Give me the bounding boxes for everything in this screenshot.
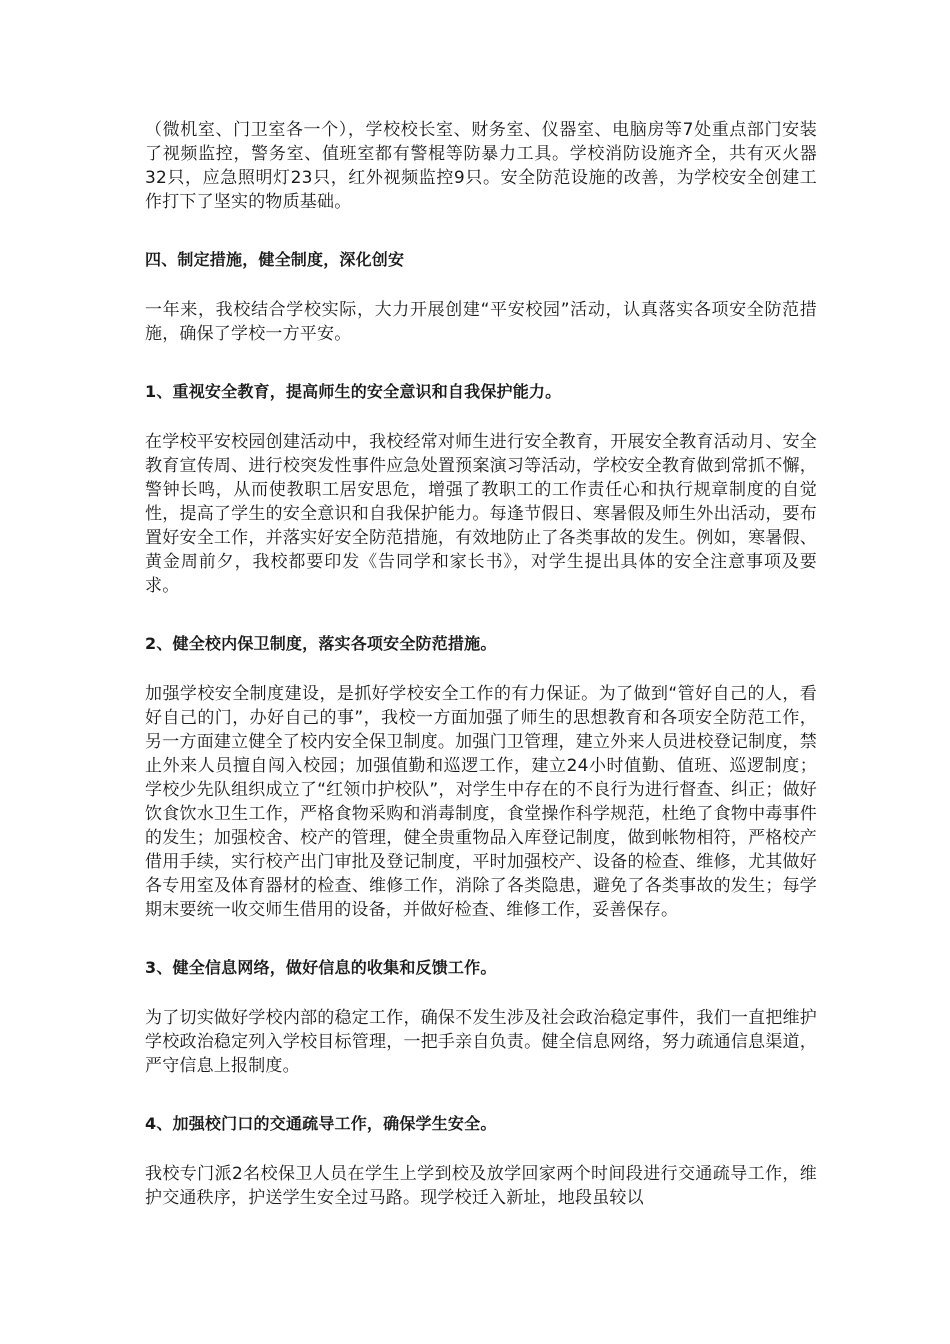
subheading-1-safety-education: 1、重视安全教育，提高师生的安全意识和自我保护能力。 [145,382,562,401]
paragraph-safety-education: 在学校平安校园创建活动中，我校经常对师生进行安全教育，开展安全教育活动月、安全教育宣传周、进行校突发性事件应急处置预案演习等活动，学校安全教育做到常抓不懈，警钟长鸣，从而使教职工居安思危，增强了教职工的工作责任心和执行规章制度的自觉性，提高了学生的安全意识和自我保护能力。每逢节假日、寒暑假及师生外出活动，要布置好安全工作，并落实好安全防范措施，有效地防止了各类事故的发生。例如，寒暑假、黄金周前夕，我校都要印发《告同学和家长书》，对学生提出具体的安全注意事项及要求。 [145,432,817,596]
paragraph-information-network: 为了切实做好学校内部的稳定工作，确保不发生涉及社会政治稳定事件，我们一直把维护学校政治稳定列入学校目标管理，一把手亲自负责。健全信息网络，努力疏通信息渠道，严守信息上报制度。 [145,1008,817,1076]
paragraph-safe-campus-intro: 一年来，我校结合学校实际，大力开展创建“平安校园”活动，认真落实各项安全防范措施，确保了学校一方平安。 [145,300,817,344]
paragraph-traffic-guidance: 我校专门派2名校保卫人员在学生上学到校及放学回家两个时间段进行交通疏导工作，维护交通秩序，护送学生安全过马路。现学校迁入新址，地段虽较以 [145,1164,817,1208]
paragraph-security-facilities: （微机室、门卫室各一个），学校校长室、财务室、仪器室、电脑房等7处重点部门安装了视频监控，警务室、值班室都有警棍等防暴力工具。学校消防设施齐全，共有灭火器32只，应急照明灯23只，红外视频监控9只。安全防范设施的改善，为学校安全创建工作打下了坚实的物质基础。 [145,120,817,212]
subheading-2-security-system: 2、健全校内保卫制度，落实各项安全防范措施。 [145,634,497,653]
document-page [145,118,817,1210]
subheading-4-traffic-guidance: 4、加强校门口的交通疏导工作，确保学生安全。 [145,1114,497,1133]
paragraph-security-system: 加强学校安全制度建设，是抓好学校安全工作的有力保证。为了做到“管好自己的人，看好自己的门，办好自己的事”，我校一方面加强了师生的思想教育和各项安全防范工作，另一方面建立健全了校内安全保卫制度。加强门卫管理，建立外来人员进校登记制度，禁止外来人员擅自闯入校园；加强值勤和巡逻工作，建立24小时值勤、值班、巡逻制度；学校少先队组织成立了“红领巾护校队”，对学生中存在的不良行为进行督查、纠正；做好饮食饮水卫生工作，严格食物采购和消毒制度，食堂操作科学规范，杜绝了食物中毒事件的发生；加强校舍、校产的管理，健全贵重物品入库登记制度，做到帐物相符，严格校产借用手续，实行校产出门审批及登记制度，平时加强校产、设备的检查、维修，尤其做好各专用室及体育器材的检查、维修工作，消除了各类隐患，避免了各类事故的发生；每学期末要统一收交师生借用的设备，并做好检查、维修工作，妥善保存。 [145,684,817,920]
section-heading-4: 四、制定措施，健全制度，深化创安 [145,250,405,269]
subheading-3-information-network: 3、健全信息网络，做好信息的收集和反馈工作。 [145,958,497,977]
